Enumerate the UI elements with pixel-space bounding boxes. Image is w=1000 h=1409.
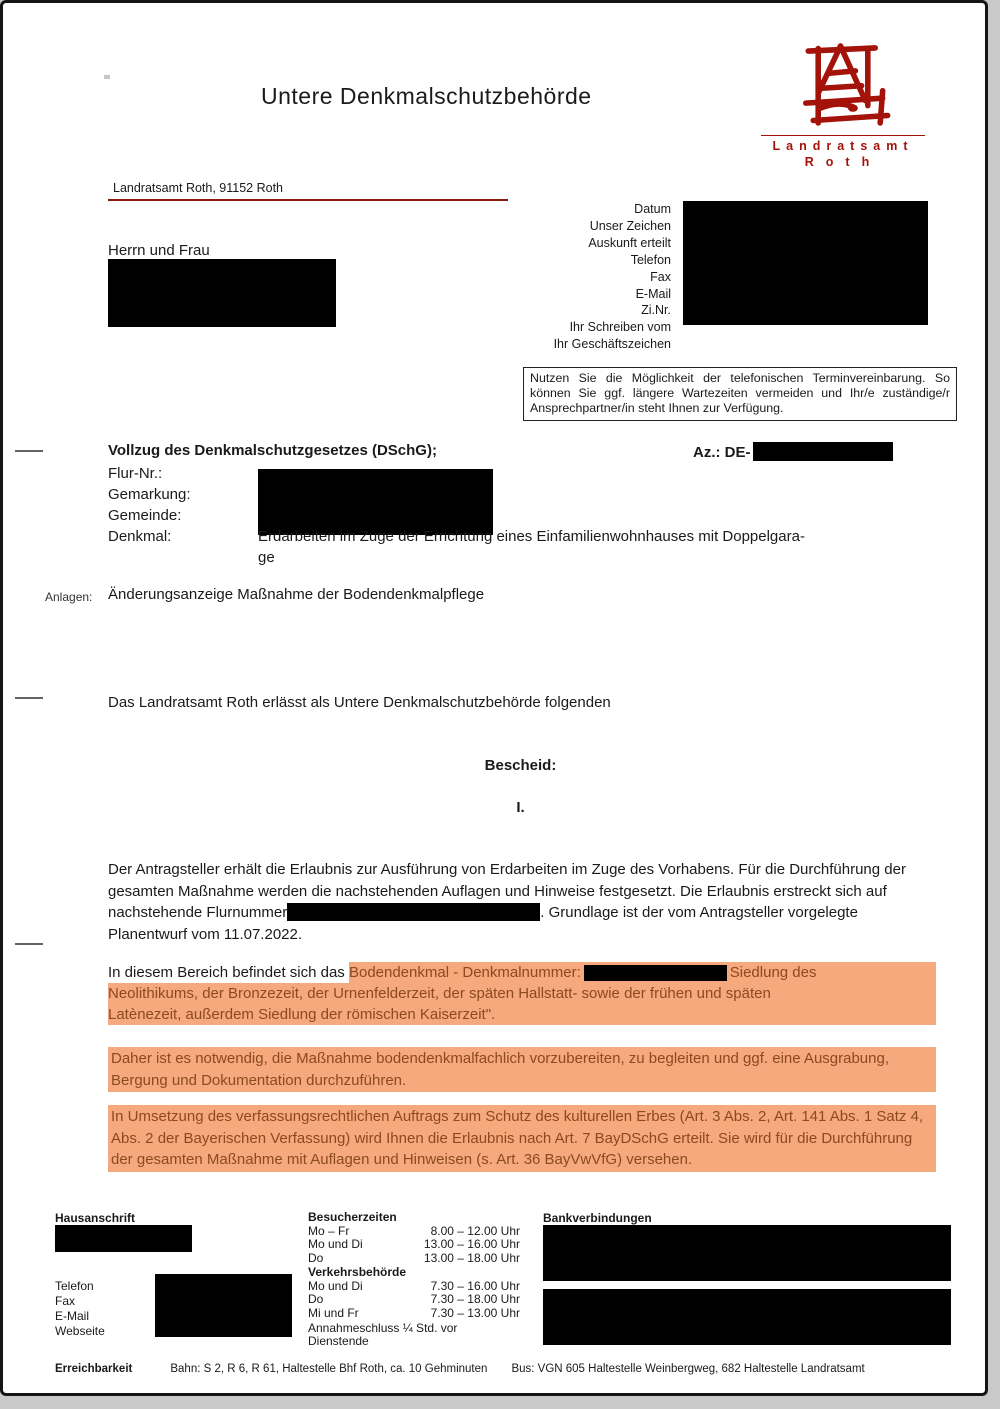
label-datum: Datum: [634, 202, 671, 216]
paragraph-bodendenkmal-line3: [108, 1004, 936, 1025]
paragraph-permission: [108, 859, 936, 945]
recipient-salutation: Herrn und Frau: [108, 242, 210, 259]
appointment-notice-box: Nutzen Sie die Möglichkeit der telefonischen Terminvereinbarung. So können Sie ggf. längere Wartezeiten vermeiden und Ihr/e zuständige/r Ansprechpartner/in steht Ihnen zur Verfügung.: [523, 367, 957, 421]
redaction-box-contact-values: [155, 1274, 292, 1337]
label-zinr: Zi.Nr.: [641, 303, 671, 318]
label-auskunft-erteilt: Auskunft erteilt: [588, 235, 671, 250]
office-hours: [308, 1211, 520, 1349]
fold-mark: [15, 450, 43, 452]
label-unser-zeichen: Unser Zeichen: [589, 218, 671, 233]
redaction-box-az: [753, 442, 893, 461]
sender-address-line: Landratsamt Roth, 91152 Roth: [113, 181, 284, 195]
scan-artifact: [104, 75, 110, 79]
row-denkmal: Denkmal:: [108, 528, 172, 545]
hours-row: [308, 1280, 520, 1294]
page-title: Untere Denkmalschutzbehörde: [261, 83, 592, 109]
hours-time: 13.00 – 16.00 Uhr: [423, 1237, 520, 1252]
contact-labels: [55, 1279, 105, 1339]
paragraph-necessity-highlighted: Daher ist es notwendig, die Maßnahme bodendenkmalfachlich vorzubereiten, zu begleiten und ggf. eine Ausgrabung, Bergung und Dokumentation durchzuführen.: [108, 1047, 936, 1092]
line2-highlighted-text: Neolithikums, der Bronzezeit, der Urnenfelderzeit, der späten Hallstatt- sowie der frühen und späten: [108, 983, 936, 1004]
highlight-after-redaction: Siedlung des: [729, 964, 817, 981]
bankverbindungen-heading: Bankverbindungen: [543, 1211, 652, 1225]
label-fax: Fax: [650, 269, 671, 284]
row-flur-nr: Flur-Nr.:: [108, 465, 163, 482]
row-gemarkung: Gemarkung:: [108, 486, 191, 503]
fold-mark: [15, 943, 43, 945]
paragraph-bodendenkmal-line1: [108, 962, 936, 983]
hours-time: 7.30 – 18.00 Uhr: [430, 1292, 520, 1307]
label-ihr-geschaeftszeichen: Ihr Geschäftszeichen: [553, 337, 671, 352]
logo-divider: [761, 135, 925, 136]
az-label: Az.: DE-: [693, 444, 751, 461]
redaction-box-flurnummer: [287, 903, 540, 921]
subject-rows: [108, 463, 191, 547]
verkehrsbehoerde-heading: Verkehrsbehörde: [308, 1264, 407, 1279]
hours-row: [308, 1238, 520, 1252]
anlagen-label: Anlagen:: [45, 590, 93, 604]
hausanschrift-heading: Hausanschrift: [55, 1211, 136, 1225]
hours-day: Do: [308, 1292, 324, 1307]
paragraph-permission-text-before: Der Antragsteller erhält die Erlaubnis zur Ausführung von Erdarbeiten im Zuge des Vorhabens. Für die Durchführung der gesamten Maßnahme werden die nachstehenden Auflagen und Hinweise festgesetzt. Die Erlaubnis erstreckt sich auf nachstehende Flurnummer: [108, 861, 906, 921]
hours-day: Mo und Di: [308, 1278, 363, 1293]
file-number: [693, 442, 893, 461]
letterhead-labels: [423, 201, 671, 353]
footer-label-webseite: Webseite: [55, 1323, 105, 1338]
row-gemeinde: Gemeinde:: [108, 507, 182, 524]
subject-title: Vollzug des Denkmalschutzgesetzes (DSchG);: [108, 442, 437, 459]
paragraph-legal-basis-highlighted: In Umsetzung des verfassungsrechtlichen Auftrags zum Schutz des kulturellen Erbes (Art. 3 Abs. 2, Art. 141 Abs. 1 Satz 4, Abs. 2 der Bayerischen Verfassung) wird Ihnen die Erlaubnis nach Art. 7 BayDSchG erteilt. Sie wird für die Durchführung der gesamten Maßnahme mit Auflagen und Hinweisen (s. Art. 36 BayVwVfG) versehen.: [108, 1105, 936, 1172]
hours-time: 8.00 – 12.00 Uhr: [430, 1223, 520, 1238]
annahmeschluss-note: Annahmeschluss ¼ Std. vor Dienstende: [308, 1320, 458, 1349]
fold-mark: [15, 697, 43, 699]
authority-logo: [761, 41, 925, 169]
highlight-before-redaction: Bodendenkmal - Denkmalnummer:: [348, 964, 581, 981]
denkmal-description-line2: ge: [258, 549, 275, 566]
redaction-box-recipient: [108, 259, 336, 327]
logo-text-landratsamt: Landratsamt: [772, 139, 914, 153]
intro-sentence: Das Landratsamt Roth erlässt als Untere Denkmalschutzbehörde folgenden: [108, 694, 611, 711]
bescheid-heading: Bescheid:: [484, 757, 557, 774]
label-email: E-Mail: [635, 286, 671, 301]
label-ihr-schreiben-vom: Ihr Schreiben vom: [569, 320, 671, 335]
hours-day: Mo – Fr: [308, 1223, 350, 1238]
hours-day: Do: [308, 1251, 324, 1266]
footer-label-email: E-Mail: [55, 1308, 90, 1323]
paragraph-bodendenkmal-line2: [108, 983, 936, 1004]
label-telefon: Telefon: [630, 252, 671, 267]
paragraph-bodendenkmal: [108, 962, 936, 1025]
footer-label-fax: Fax: [55, 1293, 76, 1308]
bus-info: Bus: VGN 605 Haltestelle Weinbergweg, 682 Haltestelle Landratsamt: [511, 1363, 865, 1375]
hours-day: Mi und Fr: [308, 1305, 359, 1320]
erreichbarkeit-label: Erreichbarkeit: [55, 1363, 133, 1375]
paragraph-permission-text-after: . Grundlage ist der vom Antragsteller vorgelegte Planentwurf vom 11.07.2022.: [108, 904, 858, 943]
footer-label-telefon: Telefon: [55, 1279, 94, 1293]
hours-day: Mo und Di: [308, 1237, 363, 1252]
redaction-box-letterhead-values: [683, 201, 928, 325]
hours-time: 7.30 – 16.00 Uhr: [430, 1278, 520, 1293]
erreichbarkeit-line: [55, 1363, 955, 1375]
redaction-box-bank-1: [543, 1225, 951, 1281]
bahn-info: Bahn: S 2, R 6, R 61, Haltestelle Bhf Roth, ca. 10 Gehminuten: [170, 1363, 488, 1375]
line1-plain-text: In diesem Bereich befindet sich das: [108, 964, 349, 981]
denkmal-description: [258, 526, 930, 568]
denkmal-description-line1: Erdarbeiten im Zuge der Errichtung eines Einfamilienwohnhauses mit Doppelgara-: [258, 528, 805, 545]
section-number: I.: [516, 799, 525, 816]
anlagen-value: Änderungsanzeige Maßnahme der Bodendenkmalpflege: [108, 586, 485, 603]
hours-time: 7.30 – 13.00 Uhr: [430, 1305, 520, 1320]
hours-time: 13.00 – 18.00 Uhr: [423, 1251, 520, 1266]
besucherzeiten-heading: Besucherzeiten: [308, 1210, 397, 1224]
redaction-box-denkmalnummer: [584, 965, 727, 981]
hours-row: [308, 1307, 520, 1321]
line3-highlighted-text: Latènezeit, außerdem Siedlung der römischen Kaiserzeit".: [108, 1004, 936, 1025]
line1-highlighted-text: [349, 962, 936, 983]
logo-emblem-icon: [781, 41, 905, 133]
redaction-box-bank-2: [543, 1289, 951, 1345]
hours-row: [308, 1225, 520, 1239]
hours-row: [308, 1293, 520, 1307]
logo-text-roth: Roth: [804, 155, 882, 169]
redaction-box-address: [55, 1225, 192, 1252]
hours-row: [308, 1252, 520, 1266]
